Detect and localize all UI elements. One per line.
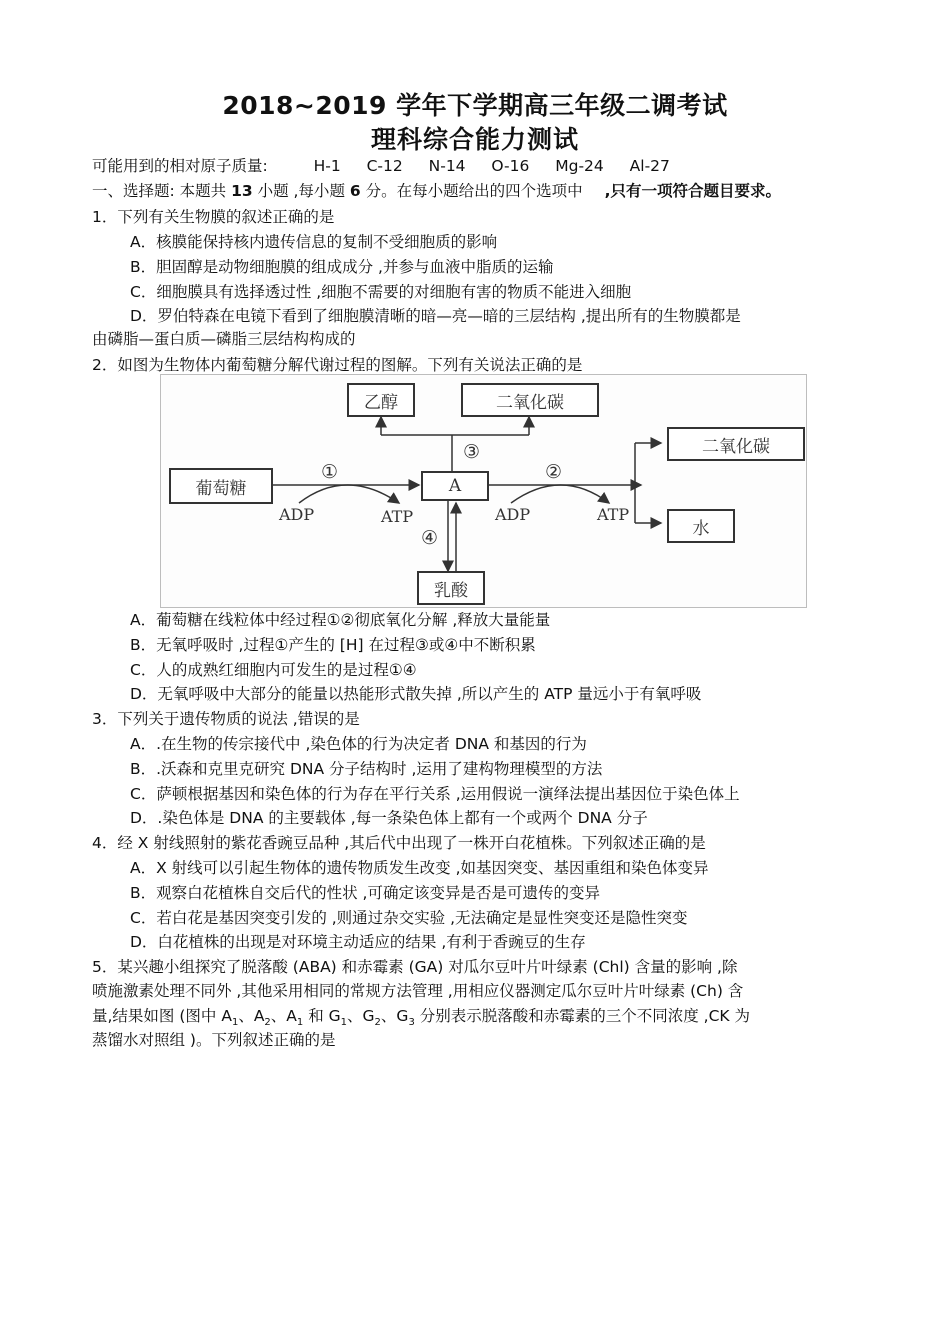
- q5-text: 和 G: [303, 1007, 341, 1025]
- ethanol-box: 乙醇: [347, 383, 415, 417]
- exam-subtitle: 理科综合能力测试: [370, 125, 579, 154]
- atomic-mass-item: Mg-24: [555, 157, 604, 175]
- co2-right-box: 二氧化碳: [667, 427, 805, 461]
- q4-stem: 4．经 X 射线照射的紫花香豌豆品种 ,其后代中出现了一株开白花植株。下列叙述正确的是: [92, 834, 706, 852]
- q5-text: 、A: [238, 1007, 265, 1025]
- q2-stem: 2．如图为生物体内葡萄糖分解代谢过程的图解。下列有关说法正确的是: [92, 356, 583, 374]
- question-count: 13: [231, 182, 253, 200]
- process-3-label: ③: [463, 441, 481, 463]
- subscript: 3: [408, 1017, 415, 1029]
- q5-text: 、G: [347, 1007, 375, 1025]
- q1-stem: 1．下列有关生物膜的叙述正确的是: [92, 208, 335, 226]
- subscript: 2: [374, 1017, 381, 1029]
- q3-option-a: A．.在生物的传宗接代中 ,染色体的行为决定者 DNA 和基因的行为: [130, 735, 587, 753]
- atomic-mass-item: O-16: [491, 157, 530, 175]
- q5-text: 分别表示脱落酸和赤霉素的三个不同浓度 ,CK 为: [414, 1007, 751, 1025]
- lactic-acid-box: 乳酸: [417, 571, 485, 605]
- q5-stem-line2: 喷施激素处理不同外 ,其他采用相同的常规方法管理 ,用相应仪器测定瓜尔豆叶片叶绿素 (Ch) 含: [92, 982, 744, 1000]
- q3-stem: 3．下列关于遗传物质的说法 ,错误的是: [92, 710, 360, 728]
- q1-option-d-cont: 由磷脂—蛋白质—磷脂三层结构构成的: [92, 330, 356, 348]
- water-box: 水: [667, 509, 735, 543]
- q4-option-d: D．白花植株的出现是对环境主动适应的结果 ,有利于香豌豆的生存: [130, 933, 586, 951]
- q3-option-d: D．.染色体是 DNA 的主要载体 ,每一条染色体上都有一个或两个 DNA 分子: [130, 809, 648, 827]
- q4-option-a: A．X 射线可以引起生物体的遗传物质发生改变 ,如基因突变、基因重组和染色体变异: [130, 859, 709, 877]
- section-text: 分。在每小题给出的四个选项中: [360, 182, 583, 200]
- q1-option-a: A．核膜能保持核内遗传信息的复制不受细胞质的影响: [130, 233, 498, 251]
- atomic-mass-item: C-12: [366, 157, 403, 175]
- atomic-mass-item: H-1: [313, 157, 341, 175]
- subscript: 1: [231, 1017, 239, 1029]
- glucose-box: 葡萄糖: [169, 468, 273, 504]
- section-text: ,只有一项符合题目要求。: [604, 182, 781, 200]
- process-4-label: ④: [421, 527, 439, 549]
- atomic-mass-label: 可能用到的相对原子质量:: [92, 157, 268, 175]
- q2-option-d: D．无氧呼吸中大部分的能量以热能形式散失掉 ,所以产生的 ATP 量远小于有氧呼吸: [130, 685, 702, 703]
- section-text: 小题 ,每小题: [252, 182, 350, 200]
- atomic-mass-item: Al-27: [629, 157, 670, 175]
- q3-option-c: C．萨顿根据基因和染色体的行为存在平行关系 ,运用假说一演绎法提出基因位于染色体上: [130, 785, 740, 803]
- exam-title: 2018~2019 学年下学期高三年级二调考试: [222, 91, 728, 120]
- score-per-question: 6: [349, 182, 361, 200]
- process-2-label: ②: [545, 461, 563, 483]
- subscript: 1: [340, 1017, 348, 1029]
- atomic-mass-line: [92, 156, 670, 176]
- a-box: A: [421, 471, 489, 501]
- atp-label-2: ATP: [597, 505, 630, 524]
- subscript: 1: [296, 1017, 304, 1029]
- q1-option-d: D．罗伯特森在电镜下看到了细胞膜清晰的暗—亮—暗的三层结构 ,提出所有的生物膜都是: [130, 307, 741, 325]
- q4-option-c: C．若白花是基因突变引发的 ,则通过杂交实验 ,无法确定是显性突变还是隐性突变: [130, 909, 688, 927]
- q5-text: 、G: [380, 1007, 409, 1025]
- section-instructions: [92, 181, 781, 201]
- q1-option-c: C．细胞膜具有选择透过性 ,细胞不需要的对细胞有害的物质不能进入细胞: [130, 283, 632, 301]
- atomic-mass-item: N-14: [428, 157, 466, 175]
- adp-label-2: ADP: [495, 505, 531, 524]
- process-1-label: ①: [321, 461, 339, 483]
- section-text: 一、选择题: 本题共: [92, 182, 232, 200]
- q5-stem-line4: 蒸馏水对照组 )。下列叙述正确的是: [92, 1031, 336, 1049]
- q5-text: 、A: [270, 1007, 297, 1025]
- q2-option-a: A．葡萄糖在线粒体中经过程①②彻底氧化分解 ,释放大量能量: [130, 611, 551, 629]
- co2-top-box: 二氧化碳: [461, 383, 599, 417]
- atp-label-1: ATP: [381, 507, 414, 526]
- q3-option-b: B．.沃森和克里克研究 DNA 分子结构时 ,运用了建构物理模型的方法: [130, 760, 603, 778]
- q5-stem-line1: 5．某兴趣小组探究了脱落酸 (ABA) 和赤霉素 (GA) 对瓜尔豆叶片叶绿素 (Chl) 含量的影响 ,除: [92, 958, 738, 976]
- q2-option-b: B．无氧呼吸时 ,过程①产生的 [H] 在过程③或④中不断积累: [130, 636, 536, 654]
- subscript: 2: [264, 1017, 271, 1029]
- glucose-metabolism-diagram: [160, 374, 807, 608]
- adp-label-1: ADP: [279, 505, 315, 524]
- q2-option-c: C．人的成熟红细胞内可发生的是过程①④: [130, 661, 417, 679]
- q1-option-b: B．胆固醇是动物细胞膜的组成成分 ,并参与血液中脂质的运输: [130, 258, 554, 276]
- q5-text: 量,结果如图 (图中 A: [92, 1007, 232, 1025]
- q4-option-b: B．观察白花植株自交后代的性状 ,可确定该变异是否是可遗传的变异: [130, 884, 600, 902]
